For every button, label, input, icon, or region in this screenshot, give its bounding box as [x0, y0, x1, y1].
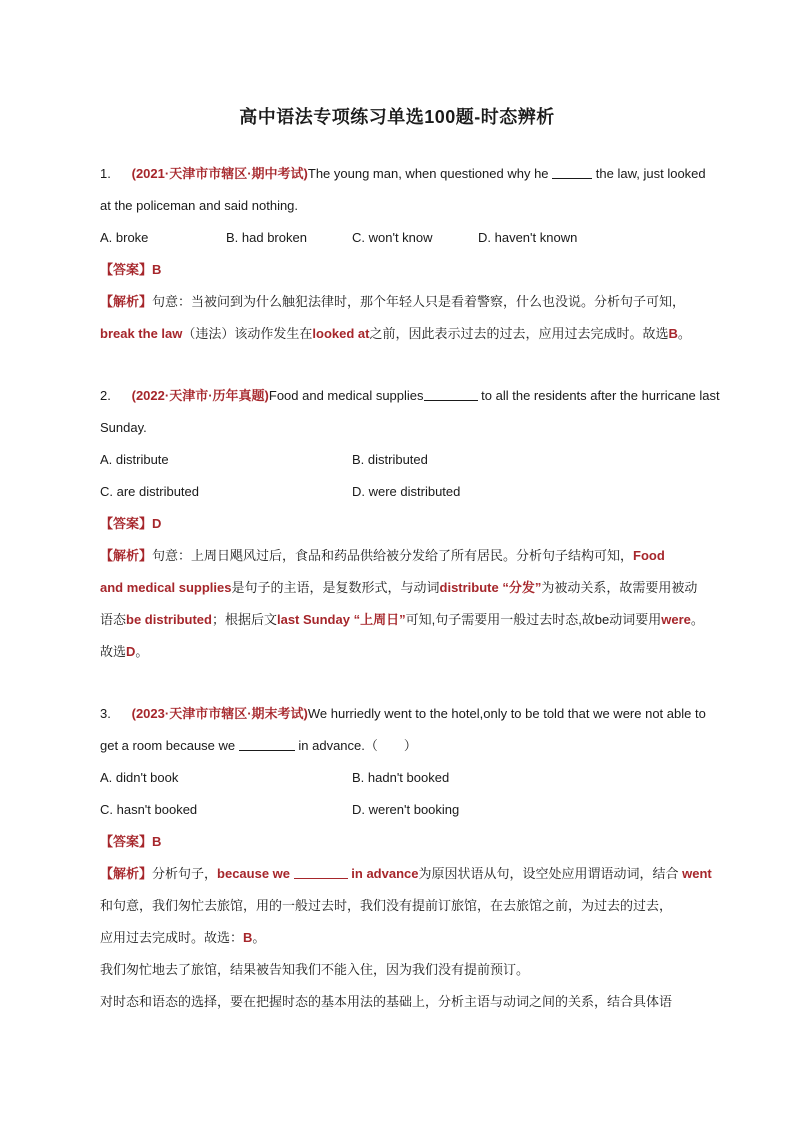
answer-value: D	[152, 516, 162, 531]
answer-label: 【答案】	[100, 834, 153, 849]
option-c[interactable]: C. won't know	[352, 230, 433, 245]
explanation-line: 我们匆忙地去了旅馆，结果被告知我们不能入住，因为我们没有提前预订。	[100, 962, 530, 977]
explanation-label: 【解析】	[100, 294, 153, 309]
highlight-text: and medical supplies	[100, 580, 232, 595]
highlight-text: distribute “分发”	[439, 580, 542, 595]
option-d[interactable]: D. were distributed	[352, 484, 461, 499]
explanation-line	[100, 286, 722, 318]
explanation-text: 。	[252, 930, 266, 945]
explanation-text: 之前，因此表示过去的过去，应用过去完成时。故选	[369, 326, 669, 341]
question-stem	[100, 158, 722, 190]
question-number: 2.	[100, 388, 111, 403]
explanation-line	[100, 922, 722, 954]
stem-text: Food and medical supplies	[268, 388, 424, 403]
question-source: (2022·天津市·历年真题)	[131, 388, 269, 403]
question-1	[100, 158, 722, 350]
question-stem	[100, 698, 722, 730]
option-d[interactable]: D. haven't known	[478, 230, 578, 245]
explanation-text: 是句子的主语，是复数形式，与动词	[231, 580, 440, 595]
option-b[interactable]: B. distributed	[352, 452, 428, 467]
options-row	[100, 762, 722, 794]
option-a[interactable]: A. distribute	[100, 452, 169, 467]
question-number: 3.	[100, 706, 111, 721]
stem-text: Sunday.	[100, 420, 147, 435]
highlight-text: B	[668, 326, 678, 341]
explanation-text: 为被动关系，故需要用被动	[541, 580, 698, 595]
question-stem-cont	[100, 730, 722, 762]
option-c[interactable]: C. hasn't booked	[100, 802, 198, 817]
answer-blank	[294, 864, 348, 879]
options-row	[100, 444, 722, 476]
highlight-text: Food	[633, 548, 665, 563]
stem-text: at the policeman and said nothing.	[100, 198, 299, 213]
explanation-line	[100, 636, 722, 668]
explanation-text: 分析句子，	[152, 866, 218, 881]
answer-label: 【答案】	[100, 516, 153, 531]
highlight-text: be distributed	[126, 612, 212, 627]
explanation-line	[100, 318, 722, 350]
options-row	[100, 222, 722, 254]
explanation-line	[100, 858, 722, 890]
stem-text: We hurriedly went to the hotel,only to be told that we were not able to	[307, 706, 706, 721]
highlight-text: looked at	[312, 326, 370, 341]
option-b[interactable]: B. had broken	[226, 230, 307, 245]
option-c[interactable]: C. are distributed	[100, 484, 199, 499]
explanation-text: 。	[135, 644, 149, 659]
question-3	[100, 698, 722, 1018]
answer-label: 【答案】	[100, 262, 153, 277]
highlight-text: because we	[217, 866, 291, 881]
highlight-text: were	[661, 612, 691, 627]
highlight-text: D	[126, 644, 136, 659]
explanation-line: 对时态和语态的选择，要在把握时态的基本用法的基础上，分析主语与动词之间的关系，结合具体语	[100, 994, 673, 1009]
explanation-text: 句意：当被问到为什么触犯法律时，那个年轻人只是看着警察，什么也没说。分析句子可知，	[152, 294, 686, 309]
explanation-text: 句意：上周日飓风过后，食品和药品供给被分发给了所有居民。分析句子结构可知，	[152, 548, 634, 563]
explanation-text: 故选	[100, 644, 127, 659]
explanation-text: （违法）该动作发生在	[182, 326, 313, 341]
explanation-text: 应用过去完成时。故选：	[100, 930, 244, 945]
highlight-text: last Sunday “上周日”	[276, 612, 406, 627]
question-source: (2021·天津市市辖区·期中考试)	[131, 166, 308, 181]
option-d[interactable]: D. weren't booking	[352, 802, 460, 817]
explanation-line: 和句意，我们匆忙去旅馆，用的一般过去时，我们没有提前订旅馆，在去旅馆之前，为过去的过去，	[100, 898, 673, 913]
answer-value: B	[152, 834, 162, 849]
answer-blank	[552, 164, 592, 179]
stem-text: The young man, when questioned why he	[307, 166, 549, 181]
explanation-text: 可知,句子需要用一般过去时态,故be动词要用	[405, 612, 662, 627]
stem-text: in advance.（ ）	[298, 738, 417, 753]
question-2	[100, 380, 722, 668]
explanation-label: 【解析】	[100, 548, 153, 563]
answer-row	[100, 254, 722, 286]
explanation-line	[100, 572, 722, 604]
option-a[interactable]: A. broke	[100, 230, 149, 245]
stem-text: to all the residents after the hurricane last	[481, 388, 720, 403]
explanation-text: 。	[677, 326, 691, 341]
question-stem	[100, 380, 722, 412]
stem-text: the law, just looked	[595, 166, 706, 181]
explanation-line	[100, 540, 722, 572]
option-a[interactable]: A. didn't book	[100, 770, 179, 785]
answer-blank	[424, 386, 478, 401]
option-b[interactable]: B. hadn't booked	[352, 770, 450, 785]
answer-row	[100, 508, 722, 540]
highlight-text: B	[243, 930, 253, 945]
highlight-text: went	[682, 866, 712, 881]
answer-row	[100, 826, 722, 858]
highlight-text: break the law	[100, 326, 183, 341]
explanation-text: 语态	[100, 612, 127, 627]
explanation-text: ；根据后文	[211, 612, 277, 627]
page-title: 高中语法专项练习单选100题-时态辨析	[239, 107, 555, 127]
options-row	[100, 794, 722, 826]
explanation-text: 为原因状语从句，设空处应用谓语动词，结合	[418, 866, 679, 881]
answer-value: B	[152, 262, 162, 277]
highlight-text: in advance	[351, 866, 419, 881]
question-source: (2023·天津市市辖区·期末考试)	[131, 706, 308, 721]
question-number: 1.	[100, 166, 111, 181]
answer-blank	[239, 736, 295, 751]
explanation-line	[100, 604, 722, 636]
explanation-label: 【解析】	[100, 866, 153, 881]
stem-text: get a room because we	[100, 738, 236, 753]
options-row	[100, 476, 722, 508]
explanation-text: 。	[690, 612, 704, 627]
